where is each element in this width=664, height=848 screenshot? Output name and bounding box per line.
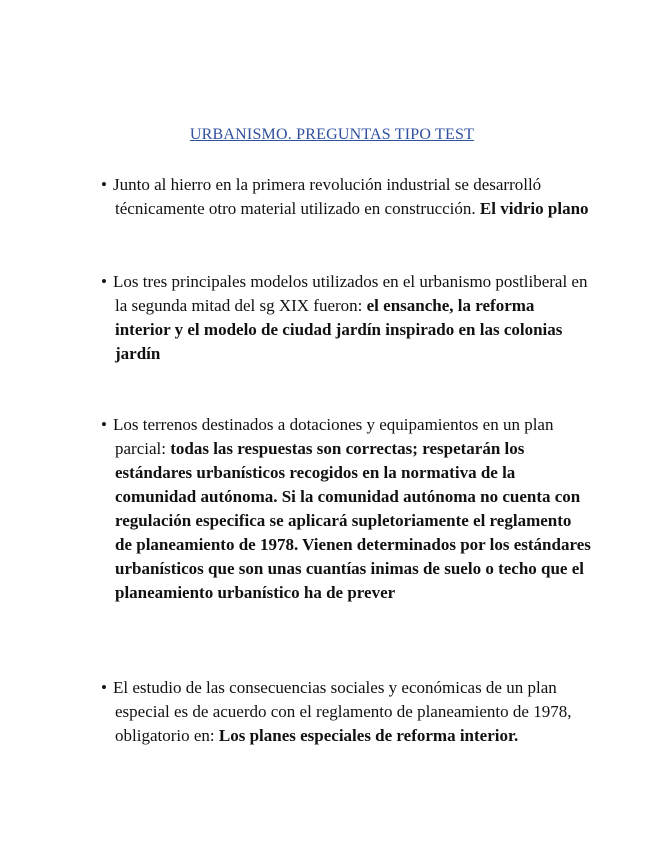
question-text: Junto al hierro en la primera revolución industrial se desarrolló técnicamente otro material utilizado en construcción. [113,175,542,218]
answer-text: Los planes especiales de reforma interior. [218,726,519,745]
document-title: URBANISMO. PREGUNTAS TIPO TEST [189,126,475,143]
answer-text: todas las respuestas son correctas; respetarán los estándares urbanísticos recogidos en la normativa de la comunidad autónoma. Si la comunidad autónoma no cuenta con regulación especifica se aplicará supletoriamente el reglamento de planeamiento de 1978. Vienen determinados por los estándares urbanísticos que son unas cuantías inimas de suelo o techo que el planeamiento urbanístico ha de prever [115,439,591,602]
question-item-2 [101,270,591,366]
bullet-icon: • [101,175,107,194]
question-item-3 [101,413,591,605]
question-text: Los terrenos destinados a dotaciones y equipamientos en un plan parcial: [113,415,554,458]
answer-text: el ensanche, la reforma interior y el modelo de ciudad jardín inspirado en las colonias jardín [115,296,563,363]
question-item-1 [101,173,591,221]
bullet-icon: • [101,678,107,697]
question-text: El estudio de las consecuencias sociales y económicas de un plan especial es de acuerdo con el reglamento de planeamiento de 1978, obligatorio en: [113,678,572,745]
bullet-icon: • [101,272,107,291]
question-item-4 [101,676,591,748]
question-text: Los tres principales modelos utilizados en el urbanismo postliberal en la segunda mitad del sg XIX fueron: [113,272,588,315]
bullet-icon: • [101,415,107,434]
answer-text: El vidrio plano [479,199,589,218]
